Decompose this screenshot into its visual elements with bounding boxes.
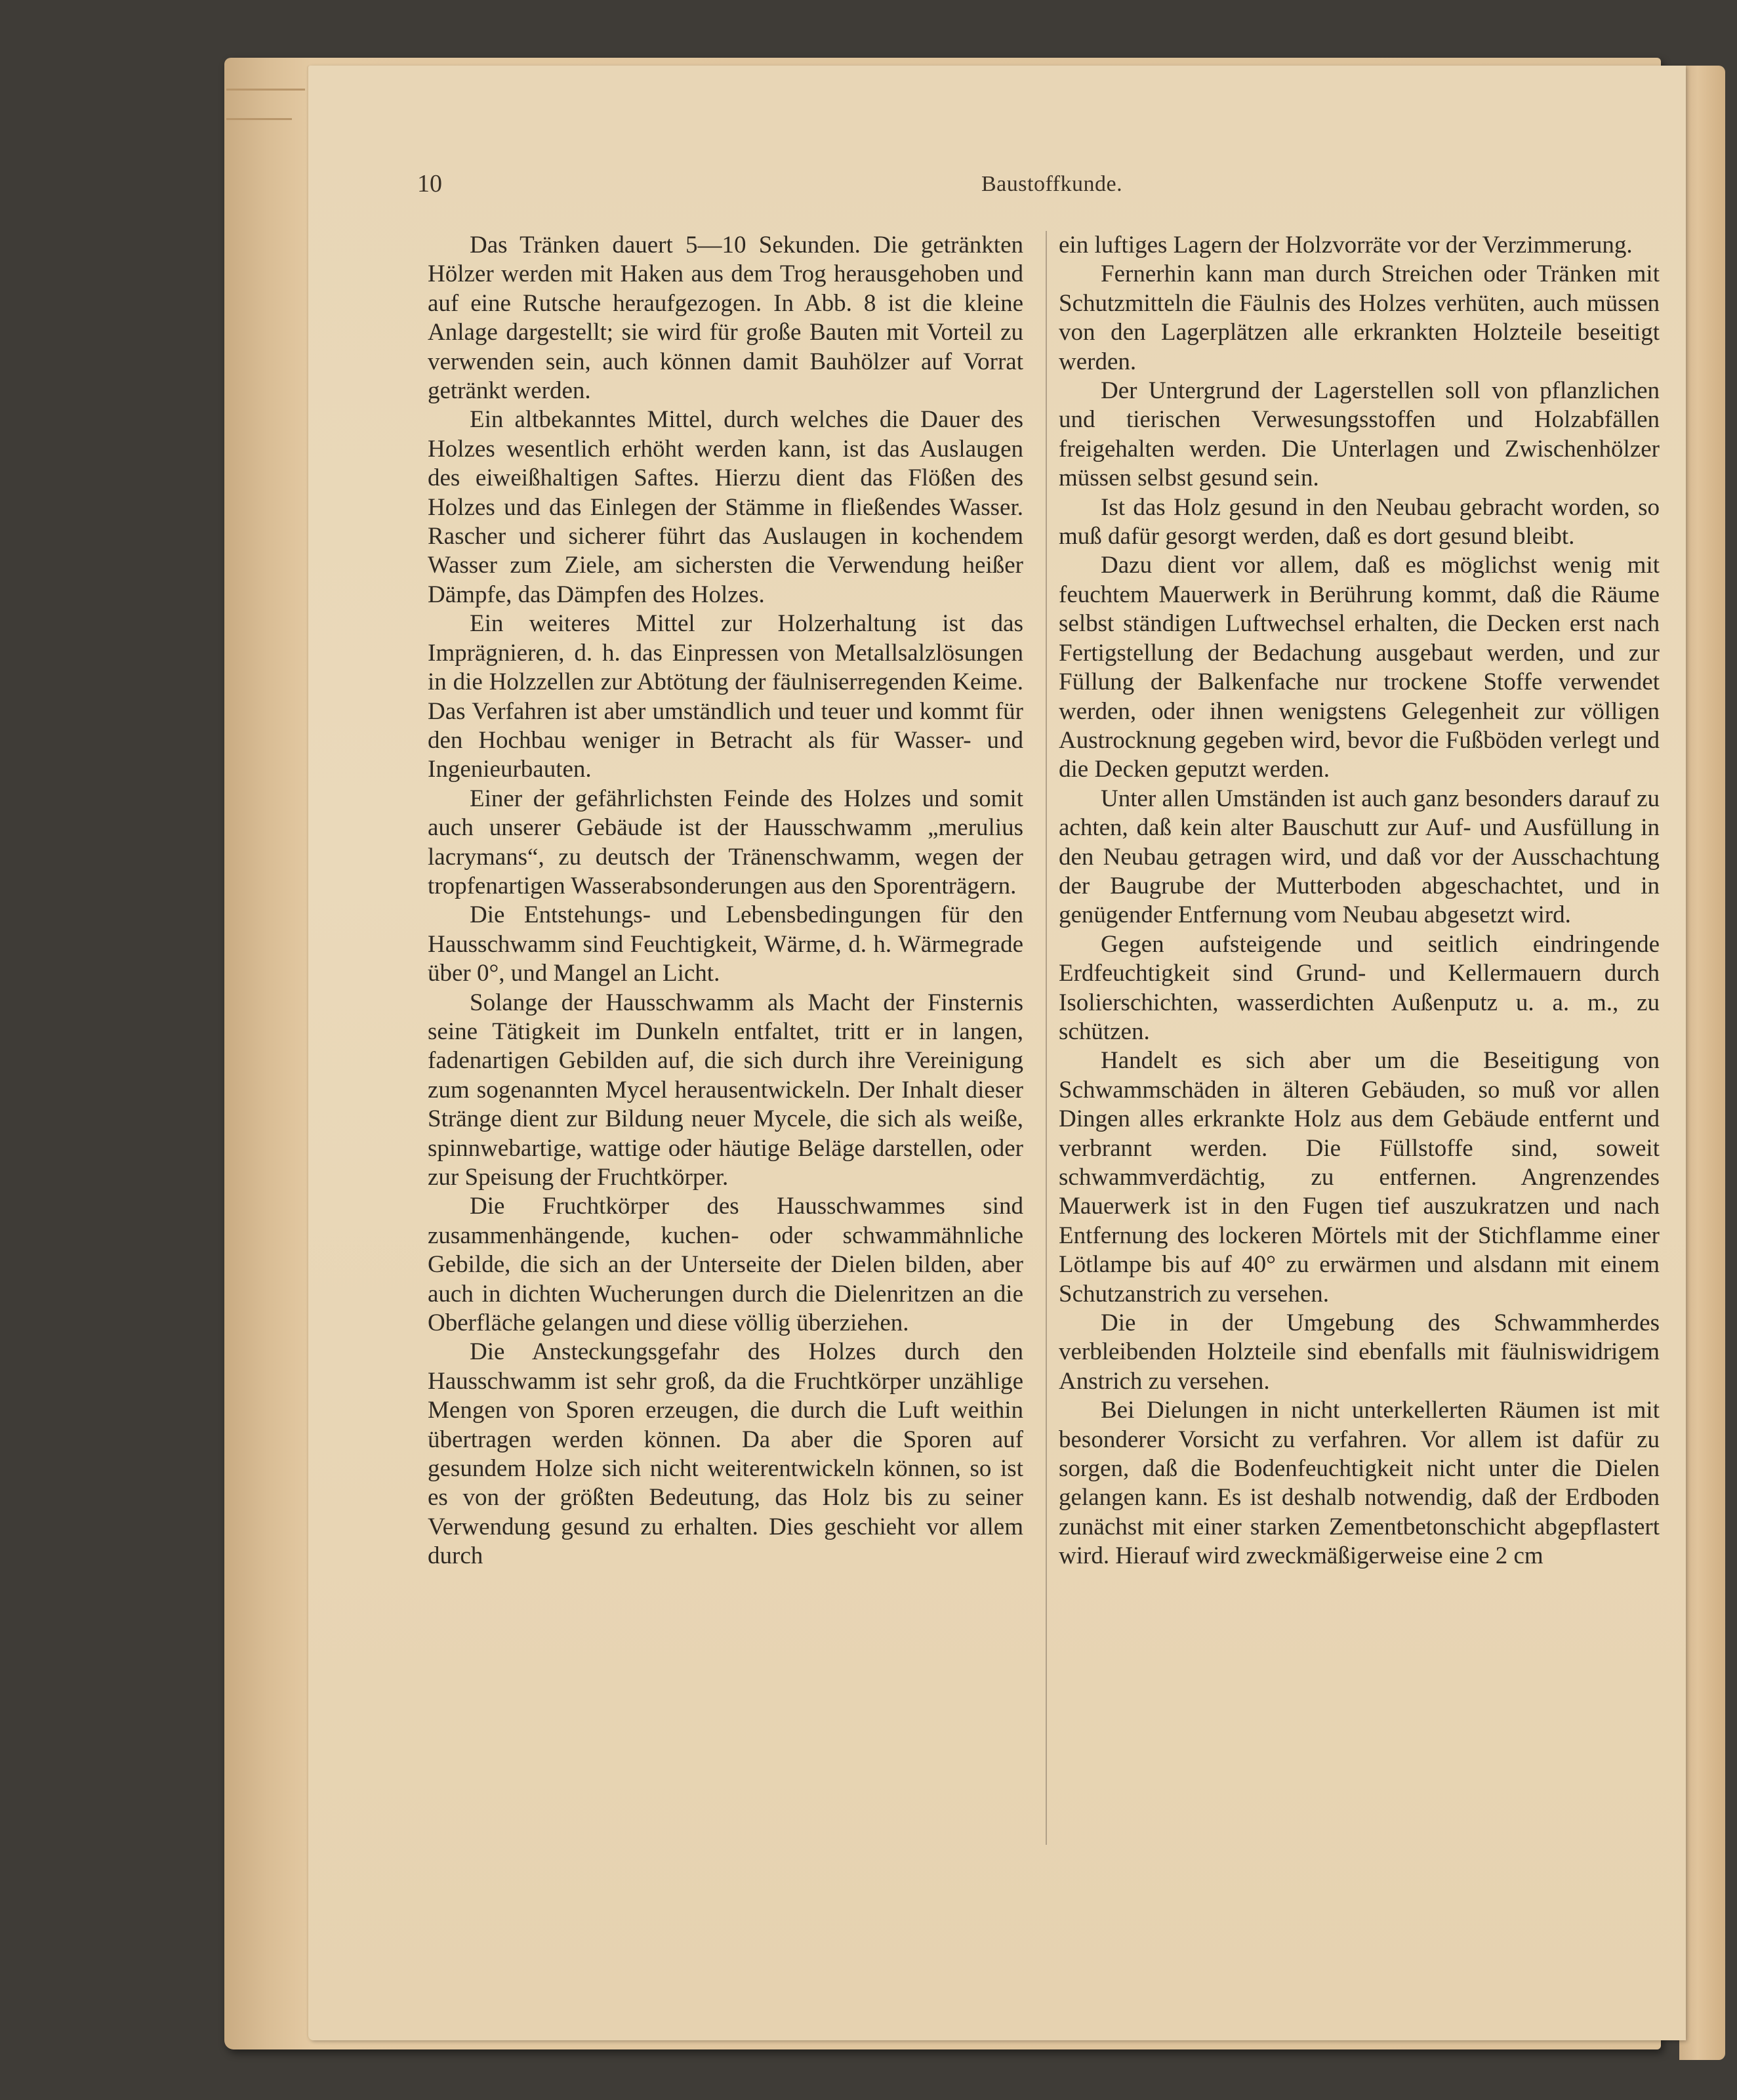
next-page-edge bbox=[1679, 66, 1725, 2060]
page-edge-line bbox=[226, 118, 292, 120]
paragraph: Die Ansteckungsgefahr des Holzes durch den Hausschwamm ist sehr groß, da die Fruchtkörper unzählige Mengen von Sporen erzeugen, die durch die Luft weithin übertragen werden können. Da aber die Sporen auf gesundem Holze sich nicht weiterentwickeln können, so ist es von der größten Bedeutung, das Holz bis zu seiner Verwendung gesund zu erhalten. Dies geschieht vor allem durch bbox=[428, 1338, 1023, 1570]
paragraph: Unter allen Umständen ist auch ganz besonders darauf zu achten, daß kein alter Bauschutt zur Auf- und Ausfüllung in den Neubau getragen wird, und daß vor der Ausschachtung der Baugrube der Mutterboden abgeschachtet, und in genügender Entfernung vom Neubau abgesetzt wird. bbox=[1059, 785, 1660, 929]
paragraph: Solange der Hausschwamm als Macht der Finsternis seine Tätigkeit im Dunkeln entfaltet, tritt er in langen, fadenartigen Gebilden auf, die sich durch ihre Vereinigung zum sogenannten Mycel herausentwickeln. Der Inhalt dieser Stränge dient zur Bildung neuer Mycele, die sich als weiße, spinnwebartige, wattige oder häutige Beläge darstellen, oder zur Speisung der Fruchtkörper. bbox=[428, 989, 1023, 1191]
paragraph: Fernerhin kann man durch Streichen oder Tränken mit Schutzmitteln die Fäulnis des Holzes verhüten, auch müssen von den Lagerplätzen alle erkrankten Holzteile beseitigt werden. bbox=[1059, 260, 1660, 375]
paragraph: Einer der gefährlichsten Feinde des Holzes und somit auch unserer Gebäude ist der Hausschwamm „merulius lacrymans“, zu deutsch der Tränenschwamm, wegen der tropfenartigen Wasserabsonderungen aus den Sporenträgern. bbox=[428, 785, 1023, 899]
paragraph: Bei Dielungen in nicht unterkellerten Räumen ist mit besonderer Vorsicht zu verfahren. Vor allem ist dafür zu sorgen, daß die Bodenfeuchtigkeit nicht unter die Dielen gelangen kann. Es ist deshalb notwendig, daß der Erdboden zunächst mit einer starken Zementbetonschicht abgepflastert wird. Hierauf wird zweckmäßigerweise eine 2 cm bbox=[1059, 1397, 1660, 1570]
paragraph: Die in der Umgebung des Schwammherdes verbleibenden Holzteile sind ebenfalls mit fäulniswidrigem Anstrich zu versehen. bbox=[1059, 1309, 1660, 1395]
left-text-column bbox=[428, 231, 1023, 1571]
paragraph: Die Entstehungs- und Lebensbedingungen für den Hausschwamm sind Feuchtigkeit, Wärme, d. h. Wärmegrade über 0°, und Mangel an Licht. bbox=[428, 901, 1023, 987]
paragraph: Ist das Holz gesund in den Neubau gebracht worden, so muß dafür gesorgt werden, daß es dort gesund bleibt. bbox=[1059, 493, 1660, 550]
paragraph: Das Tränken dauert 5—10 Sekunden. Die getränkten Hölzer werden mit Haken aus dem Trog herausgehoben und auf eine Rutsche heraufgezogen. In Abb. 8 ist die kleine Anlage dargestellt; sie wird für große Bauten mit Vorteil zu verwenden sein, auch können damit Bauhölzer auf Vorrat getränkt werden. bbox=[428, 232, 1023, 405]
right-text-column bbox=[1059, 231, 1660, 1571]
page-edge-line bbox=[226, 89, 305, 91]
running-title: Baustoffkunde. bbox=[981, 172, 1123, 196]
paragraph: Dazu dient vor allem, daß es möglichst wenig mit feuchtem Mauerwerk in Berührung kommt, daß die Räume selbst ständigen Luftwechsel erhalten, die Decken erst nach Fertigstellung der Bedachung ausgebaut werden, und zur Füllung der Balkenfache nur trockene Stoffe verwendet werden, oder ihnen wenigstens Gelegenheit zur völligen Austrocknung gegeben wird, bevor die Fußböden verlegt und die Decken geputzt werden. bbox=[1059, 552, 1660, 783]
page-number: 10 bbox=[417, 170, 442, 197]
paragraph: Handelt es sich aber um die Beseitigung von Schwammschäden in älteren Gebäuden, so muß vor allen Dingen alles erkrankte Holz aus dem Gebäude entfernt und verbrannt werden. Die Füllstoffe sind, soweit schwammverdächtig, zu entfernen. Angrenzendes Mauerwerk ist in den Fugen tief auszukratzen und nach Entfernung des lockeren Mörtels mit der Stichflamme einer Lötlampe bis auf 40° zu erwärmen und alsdann mit einem Schutzanstrich zu versehen. bbox=[1059, 1047, 1660, 1307]
column-divider bbox=[1046, 231, 1047, 1845]
paragraph: Ein weiteres Mittel zur Holzerhaltung ist das Imprägnieren, d. h. das Einpressen von Metallsalzlösungen in die Holzzellen zur Abtötung der fäulniserregenden Keime. Das Verfahren ist aber umständlich und teuer und kommt für den Hochbau weniger in Betracht als für Wasser- und Ingenieurbauten. bbox=[428, 610, 1023, 783]
paragraph: Die Fruchtkörper des Hausschwammes sind zusammenhängende, kuchen- oder schwammähnliche Gebilde, die sich an der Unterseite der Dielen bilden, aber auch in dichten Wucherungen durch die Dielenritzen an die Oberfläche gelangen und diese völlig überziehen. bbox=[428, 1193, 1023, 1337]
paragraph-continuation: ein luftiges Lagern der Holzvorräte vor der Verzimmerung. bbox=[1059, 232, 1633, 258]
paragraph: Gegen aufsteigende und seitlich eindringende Erdfeuchtigkeit sind Grund- und Kellermauern durch Isolierschichten, wasserdichten Außenputz u. a. m., zu schützen. bbox=[1059, 930, 1660, 1045]
paragraph: Der Untergrund der Lagerstellen soll von pflanzlichen und tierischen Verwesungsstoffen und Holzabfällen freigehalten werden. Die Unterlagen und Zwischenhölzer müssen selbst gesund sein. bbox=[1059, 377, 1660, 492]
paragraph: Ein altbekanntes Mittel, durch welches die Dauer des Holzes wesentlich erhöht werden kann, ist das Auslaugen des eiweißhaltigen Saftes. Hierzu dient das Flößen des Holzes und das Einlegen der Stämme in fließendes Wasser. Rascher und sicherer führt das Auslaugen in kochendem Wasser zum Ziele, am sichersten die Verwendung heißer Dämpfe, das Dämpfen des Holzes. bbox=[428, 406, 1023, 608]
